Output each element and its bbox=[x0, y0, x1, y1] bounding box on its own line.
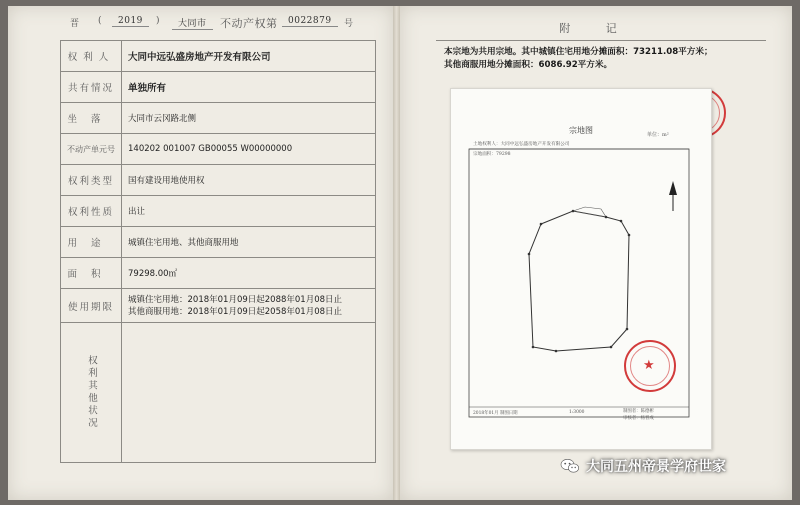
red-seal-bottom bbox=[624, 340, 676, 392]
value-usage: 城镇住宅用地、其他商服用地 bbox=[122, 227, 376, 258]
term-residential: 城镇住宅用地：2018年01月09日起2088年01月08日止 bbox=[128, 294, 343, 305]
label-usage: 用途 bbox=[61, 227, 122, 258]
row-unit-number bbox=[61, 134, 376, 165]
watermark-text: 大同五州帝景学府世家 bbox=[586, 459, 726, 475]
row-owner bbox=[61, 41, 376, 72]
property-info-table bbox=[60, 40, 376, 463]
parcel-notch bbox=[573, 207, 606, 217]
label-area: 面积 bbox=[61, 258, 122, 289]
row-location bbox=[61, 103, 376, 134]
map-scale: 1:3000 bbox=[569, 410, 585, 415]
label-co-ownership: 共有情况 bbox=[61, 72, 122, 103]
map-area-line: 宗地面积：79298 bbox=[473, 152, 511, 157]
value-co-ownership: 单独所有 bbox=[122, 72, 376, 103]
parcel-boundary bbox=[529, 211, 629, 351]
value-right-type: 国有建设用地使用权 bbox=[122, 165, 376, 196]
certificate-right-page bbox=[400, 6, 792, 500]
label-right-type: 权利类型 bbox=[61, 165, 122, 196]
label-unit-number: 不动产单元号 bbox=[61, 134, 122, 165]
book-spine bbox=[393, 6, 400, 500]
province-abbr: 晋 bbox=[70, 19, 80, 29]
value-term bbox=[122, 289, 376, 323]
row-other-status bbox=[61, 323, 376, 463]
note-line-1: 本宗地为共用宗地。其中城镇住宅用地分摊面积：73211.08平方米； bbox=[444, 47, 713, 57]
row-term bbox=[61, 289, 376, 323]
notes-text bbox=[444, 46, 774, 72]
label-term: 使用期限 bbox=[61, 289, 122, 323]
map-reviewer: 审核者：杨晋成 bbox=[623, 416, 654, 421]
boundary-points bbox=[528, 210, 631, 353]
label-owner: 权利人 bbox=[61, 41, 122, 72]
map-title: 宗地图 bbox=[569, 126, 593, 135]
label-location: 坐落 bbox=[61, 103, 122, 134]
value-location: 大同市云冈路北侧 bbox=[122, 103, 376, 134]
notes-title: 附 记 bbox=[559, 22, 633, 35]
map-owner-line: 土地权利人：大同中远弘盛房地产开发有限公司 bbox=[473, 142, 570, 147]
close-paren: ) bbox=[156, 16, 161, 26]
row-area bbox=[61, 258, 376, 289]
map-date: 2018年01月 制图日期 bbox=[473, 411, 518, 416]
certificate-city: 大同市 bbox=[172, 16, 213, 30]
row-co-ownership bbox=[61, 72, 376, 103]
label-other-status: 权利其他状况 bbox=[86, 355, 97, 430]
open-paren: ( bbox=[98, 16, 103, 26]
certificate-serial: 0022879 bbox=[282, 16, 338, 27]
value-other-status bbox=[122, 323, 376, 463]
wechat-watermark bbox=[560, 452, 726, 480]
wechat-icon bbox=[560, 458, 580, 474]
certificate-label: 不动产权第 bbox=[220, 17, 278, 30]
number-suffix: 号 bbox=[344, 19, 354, 29]
title-divider bbox=[436, 40, 766, 41]
term-commercial: 其他商服用地：2018年01月09日起2058年01月08日止 bbox=[128, 306, 343, 317]
map-drafter: 制图者：陈德彬 bbox=[623, 409, 654, 414]
note-line-2: 其他商服用地分摊面积：6086.92平方米。 bbox=[444, 60, 613, 70]
certificate-year: 2019 bbox=[112, 16, 149, 27]
parcel-map bbox=[450, 88, 712, 450]
row-usage bbox=[61, 227, 376, 258]
north-arrow-icon bbox=[669, 181, 677, 211]
star-icon-2: ★ bbox=[643, 358, 655, 373]
value-unit-number: 140202 001007 GB00055 W00000000 bbox=[122, 134, 376, 165]
certificate-left-page bbox=[8, 6, 393, 500]
value-area: 79298.00㎡ bbox=[122, 258, 376, 289]
label-right-nature: 权利性质 bbox=[61, 196, 122, 227]
value-right-nature: 出让 bbox=[122, 196, 376, 227]
row-right-type bbox=[61, 165, 376, 196]
row-right-nature bbox=[61, 196, 376, 227]
map-unit: 单位：m² bbox=[647, 132, 669, 138]
value-owner: 大同中远弘盛房地产开发有限公司 bbox=[122, 41, 376, 72]
